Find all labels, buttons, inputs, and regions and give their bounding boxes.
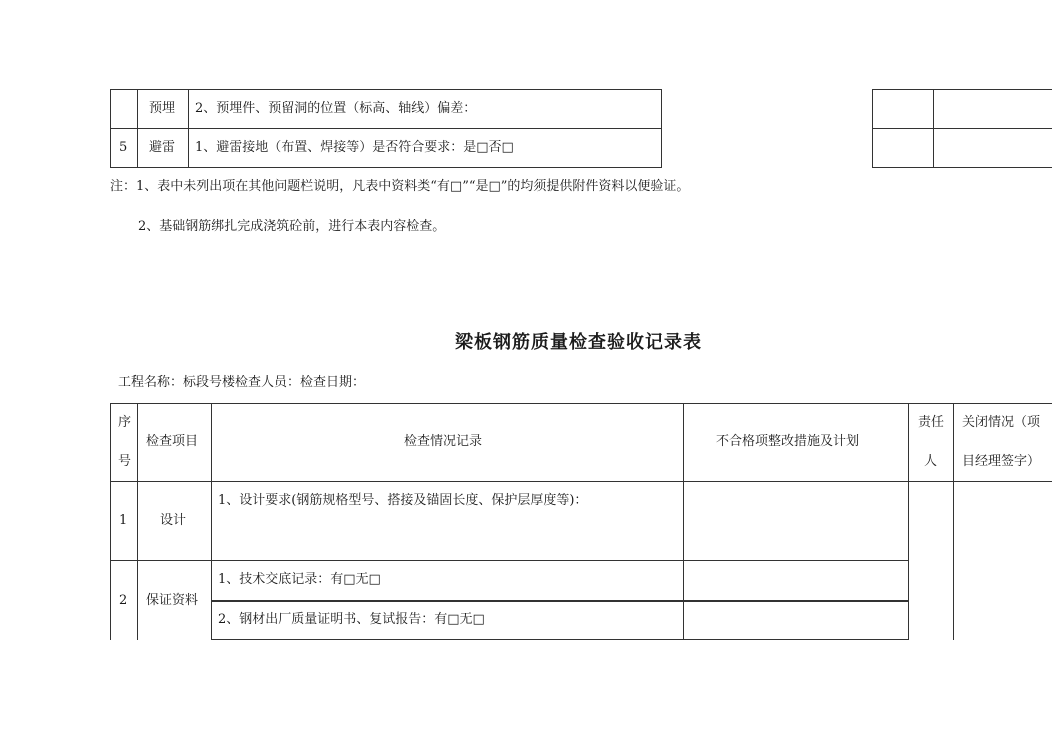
header-no-top: 序 — [118, 415, 132, 430]
top-table-row-divider — [110, 128, 662, 129]
top-row-number: 5 — [119, 140, 128, 155]
note-1: 注：1、表中未列出项在其他问题栏说明，凡表中资料类“有□”“是□”的均须提供附件资料以便验证。 — [110, 179, 690, 194]
header-responsible-bottom: 人 — [924, 454, 938, 469]
form-meta-line: 工程名称：标段号楼检查人员：检查日期： — [118, 375, 366, 390]
row-record: 2、钢材出厂质量证明书、复试报告：有□无□ — [218, 612, 485, 627]
top-table-col-line — [188, 89, 189, 168]
table-subrow-divider — [211, 600, 908, 602]
note-2: 2、基础钢筋绑扎完成浇筑砼前，进行本表内容检查。 — [138, 219, 446, 234]
top-table-col-line — [137, 89, 138, 168]
row-record: 1、技术交底记录：有□无□ — [218, 572, 381, 587]
row-number: 2 — [119, 593, 128, 608]
top-row-content: 2、预埋件、预留洞的位置（标高、轴线）偏差： — [195, 101, 477, 116]
table-col-line — [110, 403, 111, 640]
top-table-col-line — [933, 89, 934, 168]
table-row-divider — [110, 560, 908, 561]
header-item: 检查项目 — [146, 434, 199, 449]
top-table-border-top — [110, 89, 662, 90]
row-record: 1、设计要求(钢筋规格型号、搭接及锚固长度、保护层厚度等)： — [218, 493, 588, 508]
top-row-item: 避雷 — [149, 140, 176, 155]
header-responsible-top: 责任 — [918, 415, 945, 430]
top-table-border-bottom-right — [872, 167, 1052, 168]
table-col-line — [683, 403, 684, 640]
top-table-row-divider-right — [872, 128, 1052, 129]
table-subrow-bottom — [211, 639, 908, 640]
top-table-col-line — [110, 89, 111, 168]
table-border-top — [110, 403, 1052, 404]
header-close-top: 关闭情况（项 — [962, 415, 1041, 430]
header-record: 检查情况记录 — [404, 434, 483, 449]
header-rectify: 不合格项整改措施及计划 — [716, 434, 860, 449]
row-number: 1 — [119, 513, 128, 528]
form-title: 梁板钢筋质量检查验收记录表 — [455, 332, 702, 353]
top-row-item: 预埋 — [149, 101, 176, 116]
top-table-col-line — [661, 89, 662, 168]
header-no-bottom: 号 — [118, 454, 132, 469]
row-item: 设计 — [160, 513, 187, 528]
table-header-divider — [110, 481, 1052, 482]
top-row-content: 1、避雷接地（布置、焊接等）是否符合要求：是□否□ — [195, 140, 514, 155]
top-table-col-line — [872, 89, 873, 168]
table-col-line — [137, 403, 138, 640]
table-col-line — [953, 403, 954, 640]
row-item: 保证资料 — [146, 593, 199, 608]
header-close-bottom: 目经理签字） — [962, 454, 1041, 469]
table-col-line — [211, 403, 212, 640]
table-col-line — [908, 403, 909, 640]
top-table-border-bottom — [110, 167, 662, 168]
top-table-border-top-right — [872, 89, 1052, 90]
